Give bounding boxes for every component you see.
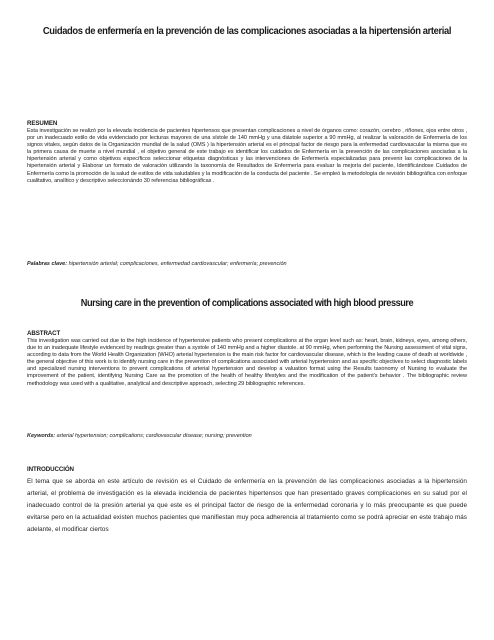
abstract-section: [27, 330, 467, 388]
resumen-section: [27, 120, 467, 185]
resumen-text: Esta investigación se realizó por la elevada incidencia de pacientes hipertensos que presentan complicaciones a nivel de órganos como: corazón, cerebro , riñones, ojos entre otros , por un inadecuado estilo de vida evidenciado por lecturas mayores de una sístole de 140 mmHg y una diástole superior a 90 mmHg, al realizar la valoración de Enfermería de los signos vitales, según datos de la Organización mundial de la salud (OMS ) la hipertensión arterial es el principal factor de riesgo para la enfermedad cardiovascular la misma que es la primera causa de muerte a nivel mundial , el objetivo general de este trabajo es identificar los cuidados de Enfermería en la prevención de las complicaciones asociadas a la hipertensión arterial y como objetivos específicos seleccionar etiquetas diagnósticas y las intervenciones de Enfermería especializadas para prevenir las complicaciones de la hipertensión arterial y Elaborar un formato de valoración utilizando la taxonomía de Resultados de Enfermería para evaluar la mejoría del paciente, Identificándose Cuidados de Enfermería como la promoción de la salud de estilos de vida saludables y la modificación de la conducta del paciente . Se empleó la metodología de revisión bibliográfica con enfoque cualitativo, analítico y descriptivo seleccionándo 30 referencias bibliográficas .: [27, 128, 467, 184]
introduccion-text: El tema que se aborda en este artículo de revisión es el Cuidado de enfermería en la prevención de las complicaciones asociadas a la hipertensión arterial, el problema de investigación es la elevada incidencia de pacientes hipertensos que han presentado graves complicaciones en su salud por el inadecuado control de la presión arterial ya que este es el principal factor de riesgo de la enfermedad coronaria y lo más preocupante es que puede evitarse pero en la actualidad existen muchos pacientes que manifiestan muy poca adherencia al tratamiento como se podrá apreciar en este trabajo más adelante, el modificar ciertos: [27, 478, 467, 533]
abstract-keywords: [27, 433, 467, 440]
spanish-title: Cuidados de enfermería en la prevención de las complicaciones asociadas a la hipertensión arterial: [42, 26, 452, 37]
resumen-keywords: [27, 261, 467, 268]
resumen-keywords-text: hipertensión arterial; complicaciones, enfermedad cardiovascular; enfermería; prevención: [68, 261, 287, 267]
abstract-text: This investigation was carried out due to the high incidence of hypertensive patients who present complications at the organ level such as: heart, brain, kidneys, eyes, among others, due to an inadequate lifestyle evidenced by readings greater than a systole of 140 mmHg and a higher diastole. at 90 mmHg, when performing the Nursing assessment of vital signs, according to data from the World Health Organization (WHO) arterial hypertension is the main risk factor for cardiovascular disease, which is the leading cause of death at worldwide , the general objective of this work is to identify nursing care in the prevention of complications associated with arterial hypertension and as specific objectives to select diagnostic labels and specialized nursing interventions to prevent complications of arterial hypertension and develop a valuation format using the Results taxonomy of Nursing to evaluate the improvement of the patient, identifying Nursing Care as the promotion of the health of healthy lifestyles and the modification of the patient's behavior . The bibliographic review methodology was used with a qualitative, analytical and descriptive approach, selecting 29 bibliographic references.: [27, 338, 467, 387]
resumen-heading: RESUMEN: [27, 120, 58, 127]
introduccion-section: [27, 466, 467, 536]
abstract-heading: ABSTRACT: [27, 330, 61, 337]
english-title: Nursing care in the prevention of complications associated with high blood pressure: [80, 298, 414, 309]
abstract-keywords-label: Keywords:: [27, 433, 56, 439]
abstract-keywords-text: arterial hypertension; complications; cardiovascular disease; nursing; prevention: [56, 433, 252, 439]
resumen-keywords-label: Palabras clave:: [27, 261, 68, 267]
introduccion-heading: INTRODUCCIÓN: [27, 466, 74, 473]
